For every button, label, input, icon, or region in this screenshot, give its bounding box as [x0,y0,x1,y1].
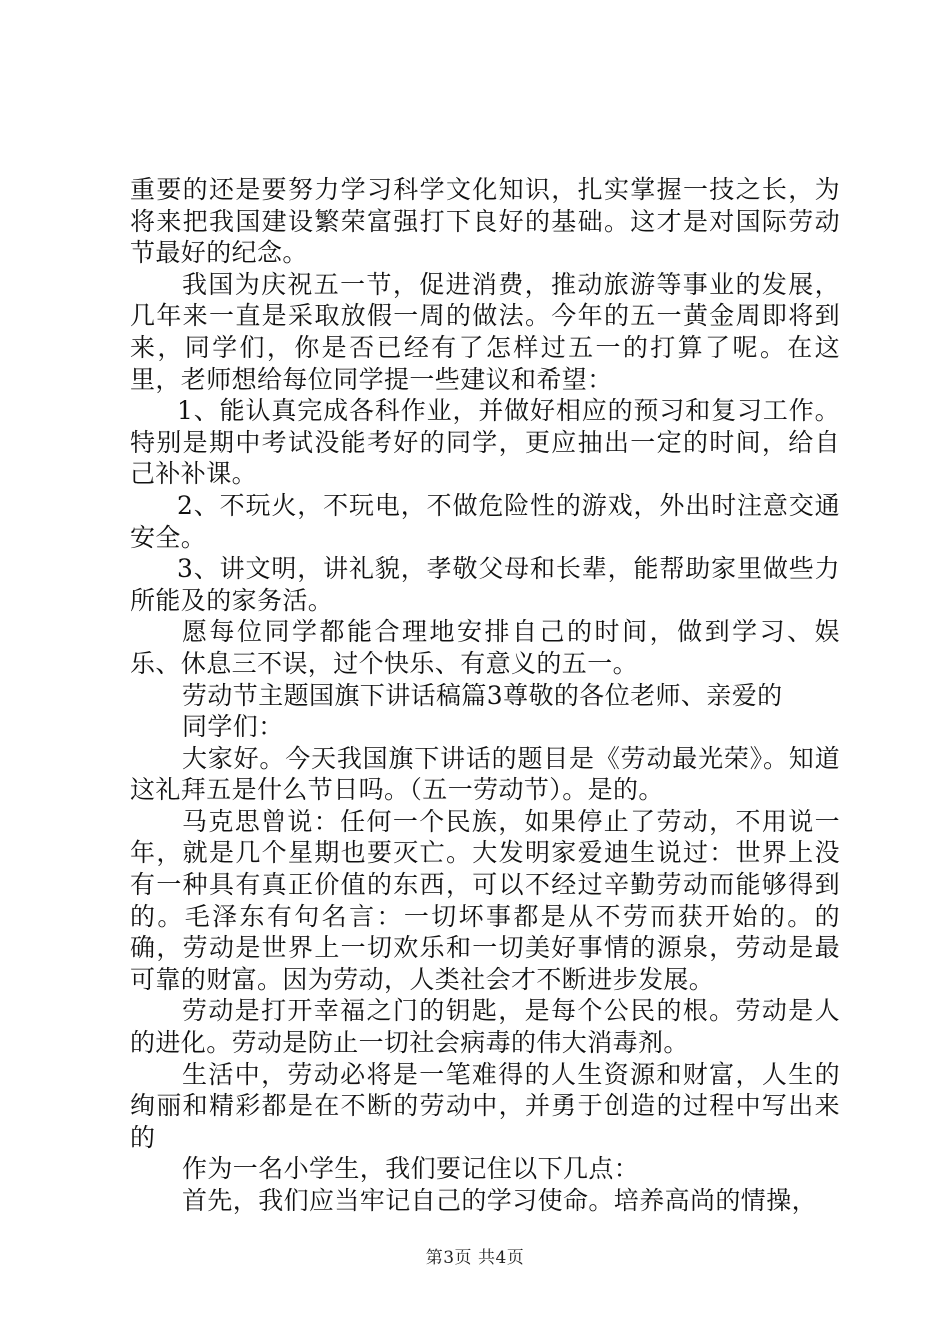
paragraph-as-student: 作为一名小学生，我们要记住以下几点： [182,1154,640,1184]
section-heading-speech-3: 劳动节主题国旗下讲话稿篇3尊敬的各位老师、亲爱的 [182,680,783,710]
suggestion-item-2: 2、不玩火，不玩电，不做危险性的游戏，外出时注意交通安全。 [130,490,840,552]
document-body [130,174,840,1217]
paragraph-greeting: 大家好。今天我国旗下讲话的题目是《劳动最光荣》。知道这礼拜五是什么节日吗。（五一劳动节）。是的。 [130,743,840,805]
paragraph-first-point: 首先，我们应当牢记自己的学习使命。培养高尚的情操， [182,1186,818,1215]
paragraph-labor-key: 劳动是打开幸福之门的钥匙，是每个公民的根。劳动是人的进化。劳动是防止一切社会病毒的伟大消毒剂。 [130,996,840,1058]
paragraph-may-day-holiday: 我国为庆祝五一节，促进消费，推动旅游等事业的发展，几年来一直是采取放假一周的做法。今年的五一黄金周即将到来，同学们，你是否已经有了怎样过五一的打算了呢。在这里，老师想给每位同学提一些建议和希望： [130,269,840,394]
paragraph-wish: 愿每位同学都能合理地安排自己的时间，做到学习、娱乐、休息三不误，过个快乐、有意义的五一。 [130,617,840,678]
salutation: 同学们： [182,712,284,742]
paragraph-life-labor: 生活中，劳动必将是一笔难得的人生资源和财富，人生的绚丽和精彩都是在不断的劳动中，并勇于创造的过程中写出来的 [130,1059,840,1152]
page-number-footer: 第3页 共4页 [425,1248,525,1268]
paragraph-continuation: 重要的还是要努力学习科学文化知识，扎实掌握一技之长，为将来把我国建设繁荣富强打下良好的基础。这才是对国际劳动节最好的纪念。 [130,175,840,268]
suggestion-item-1: 1、能认真完成各科作业，并做好相应的预习和复习工作。特别是期中考试没能考好的同学，更应抽出一定的时间，给自己补补课。 [130,396,840,489]
suggestion-item-3: 3、讲文明，讲礼貌，孝敬父母和长辈，能帮助家里做些力所能及的家务活。 [130,554,840,615]
paragraph-quotes: 马克思曾说：任何一个民族，如果停止了劳动，不用说一年，就是几个星期也要灭亡。大发明家爱迪生说过：世界上没有一种具有真正价值的东西，可以不经过辛勤劳动而能够得到的。毛泽东有句名言：一切坏事都是从不劳而获开始的。的确，劳动是世界上一切欢乐和一切美好事情的源泉，劳动是最可靠的财富。因为劳动，人类社会才不断进步发展。 [130,806,840,994]
